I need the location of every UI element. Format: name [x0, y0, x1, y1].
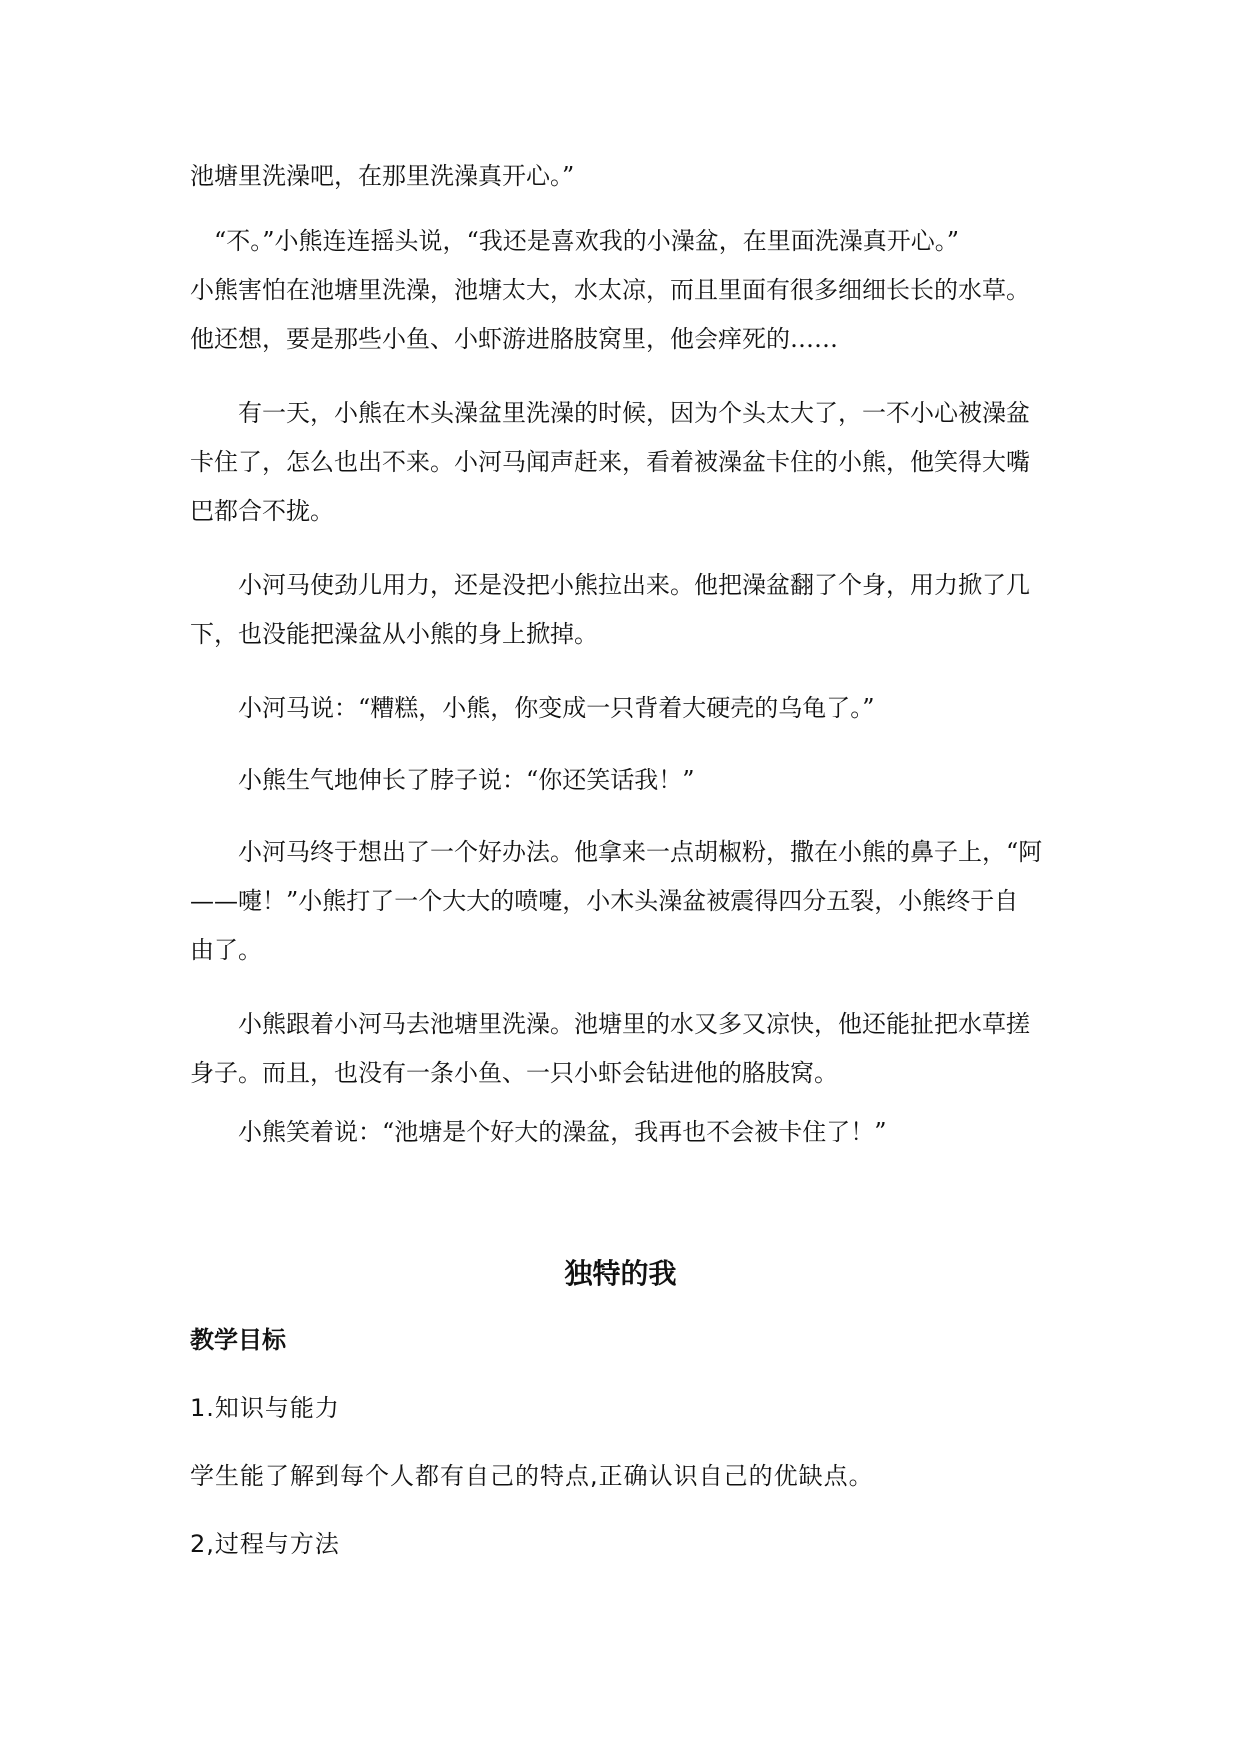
text-line: 小熊跟着小河马去池塘里洗澡。池塘里的水又多又凉快，他还能扯把水草搓	[190, 1010, 1030, 1038]
text-line: 池塘里洗澡吧，在那里洗澡真开心。”	[190, 162, 575, 190]
text-line: 小熊生气地伸长了脖子说：“你还笑话我！”	[190, 766, 695, 794]
text-line: “不。”小熊连连摇头说，“我还是喜欢我的小澡盆，在里面洗澡真开心。”	[190, 227, 960, 255]
story-paragraph-1	[190, 152, 1070, 201]
text-line: ——嚏！”小熊打了一个大大的喷嚏，小木头澡盆被震得四分五裂，小熊终于自	[190, 887, 1019, 915]
objective-1-heading: 1.知识与能力	[190, 1394, 340, 1422]
story-paragraph-7	[190, 828, 1070, 975]
section-heading: 教学目标	[190, 1326, 286, 1354]
text-line: 由了。	[190, 936, 262, 964]
story-paragraph-8	[190, 1000, 1070, 1098]
text-line: 他还想，要是那些小鱼、小虾游进胳肢窝里，他会痒死的……	[190, 325, 838, 353]
objective-2-heading: 2,过程与方法	[190, 1530, 340, 1558]
text-line: 小河马说：“糟糕，小熊，你变成一只背着大硬壳的乌龟了。”	[190, 694, 875, 722]
story-paragraph-3	[190, 389, 1070, 536]
text-line: 巴都合不拢。	[190, 497, 334, 525]
story-paragraph-5	[190, 684, 1070, 733]
story-paragraph-4	[190, 561, 1070, 659]
text-line: 卡住了，怎么也出不来。小河马闻声赶来，看着被澡盆卡住的小熊，他笑得大嘴	[190, 448, 1030, 476]
objective-1-text: 学生能了解到每个人都有自己的特点,正确认识自己的优缺点。	[190, 1462, 874, 1490]
text-line: 小熊笑着说：“池塘是个好大的澡盆，我再也不会被卡住了！”	[190, 1118, 887, 1146]
lesson-title: 独特的我	[564, 1257, 677, 1290]
text-line: 下，也没能把澡盆从小熊的身上掀掉。	[190, 620, 598, 648]
text-line: 身子。而且，也没有一条小鱼、一只小虾会钻进他的胳肢窝。	[190, 1059, 838, 1087]
text-line: 有一天，小熊在木头澡盆里洗澡的时候，因为个头太大了，一不小心被澡盆	[190, 399, 1030, 427]
text-line: 小河马终于想出了一个好办法。他拿来一点胡椒粉，撒在小熊的鼻子上，“阿	[190, 838, 1043, 866]
story-paragraph-6	[190, 756, 1070, 805]
text-line: 小河马使劲儿用力，还是没把小熊拉出来。他把澡盆翻了个身，用力掀了几	[190, 571, 1030, 599]
story-paragraph-9	[190, 1108, 1070, 1157]
text-line: 小熊害怕在池塘里洗澡，池塘太大，水太凉，而且里面有很多细细长长的水草。	[190, 276, 1030, 304]
story-paragraph-2	[190, 217, 1070, 364]
